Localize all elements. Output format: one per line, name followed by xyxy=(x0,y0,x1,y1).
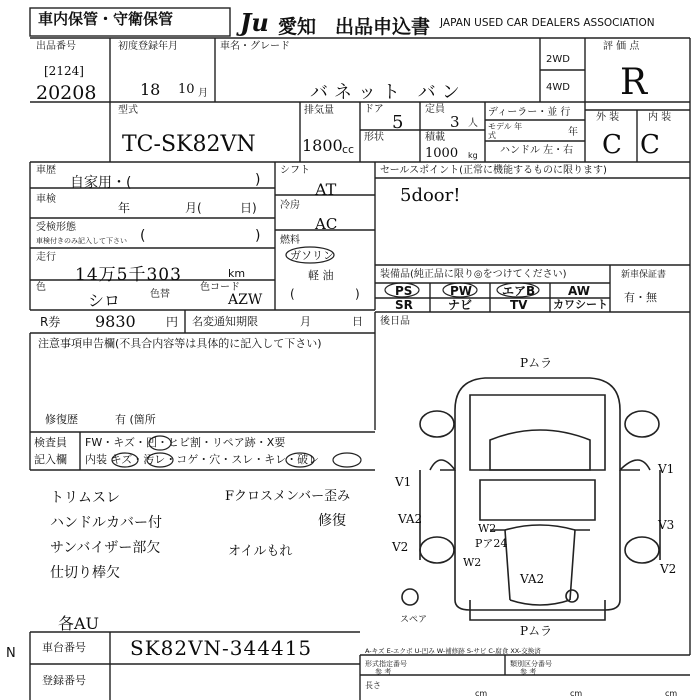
sales-label: セールスポイント(正常に機能するものに限ります) xyxy=(380,165,607,176)
mark-w2-a: W2 xyxy=(478,522,497,535)
cm-2: cm xyxy=(570,689,583,698)
odo-value: 14万5千303 xyxy=(75,265,182,285)
equip-leather: カワシート xyxy=(553,298,608,311)
year-unit: 年 xyxy=(568,127,578,138)
repair-label: 修復歴 xyxy=(45,413,78,426)
shaken-month: 月( xyxy=(185,201,202,215)
recycle-unit: 円 xyxy=(166,315,179,329)
cap-unit: 人 xyxy=(468,118,478,129)
color-label: 色 xyxy=(36,282,46,293)
spec-label: 形式指定番号 xyxy=(365,660,407,668)
chassis-label: 車台番号 xyxy=(42,641,86,654)
sales-value: 5door! xyxy=(400,185,461,206)
mark-v2-right: V2 xyxy=(660,562,677,576)
reg-month-unit: 月 xyxy=(198,88,208,99)
inspector-label: 検査員 xyxy=(34,436,67,449)
mark-va2-left: VA2 xyxy=(398,512,423,526)
class-label: 類別区分番号 xyxy=(510,660,552,668)
equip-navi: ナビ xyxy=(448,298,473,312)
model-value: TC-SK82VN xyxy=(122,132,256,157)
cap-value: 3 xyxy=(450,113,460,131)
note-1: トリムスレ xyxy=(50,490,120,506)
warranty-label: 新車保証書 xyxy=(621,270,667,280)
score-label: 評 価 点 xyxy=(603,41,640,52)
drive-2wd: 2WD xyxy=(546,54,570,65)
mark-pa24: Pア24 xyxy=(475,537,508,550)
ac-label: 冷房 xyxy=(280,200,300,211)
rear-label: 後日品 xyxy=(380,316,410,327)
cm-1: cm xyxy=(475,689,488,698)
note-6: Fクロスメンバー歪み xyxy=(225,489,351,504)
color-change-label: 色替 xyxy=(150,289,170,300)
inspect-close: ) xyxy=(255,228,261,244)
shaken-label: 車検 xyxy=(36,194,56,205)
lot-label: 出品番号 xyxy=(36,41,76,52)
ext-value: C xyxy=(602,130,622,160)
model-year-label: モデル 年式 xyxy=(488,122,523,140)
spec-ref: 参 考 xyxy=(375,668,392,676)
note-3: サンバイザー部欠 xyxy=(50,540,161,556)
note-7: 修復 xyxy=(318,513,346,529)
score-value: R xyxy=(620,62,648,103)
repair-value: 有 (箇所 xyxy=(115,413,156,426)
history-label: 車歴 xyxy=(36,165,56,176)
dealer-label: ディーラー・並 行 xyxy=(488,107,571,118)
reg-num-label: 登録番号 xyxy=(42,674,86,687)
shaken-year: 年 xyxy=(118,201,131,215)
load-value: 1000 xyxy=(425,146,459,161)
reg-month: 10 xyxy=(178,82,195,97)
odo-label: 走行 xyxy=(36,252,56,263)
fuel-diesel: 軽 油 xyxy=(308,269,334,282)
equip-label: 装備品(純正品に限り◎をつけてください) xyxy=(380,269,567,280)
note-4: 仕切り棒欠 xyxy=(50,565,120,581)
size-label: 長さ xyxy=(365,681,381,690)
left-mark: N xyxy=(6,646,16,661)
equip-tv: TV xyxy=(510,298,528,312)
mark-bottom: Pムラ xyxy=(520,624,553,638)
odo-unit: km xyxy=(228,267,246,280)
equip-aw: AW xyxy=(568,284,590,298)
drive-4wd: 4WD xyxy=(546,82,570,93)
reg-label: 初度登録年月 xyxy=(118,41,178,52)
load-unit: kg xyxy=(468,151,478,160)
lot-number: 20208 xyxy=(36,82,97,104)
shape-label: 形状 xyxy=(364,132,384,143)
shift-label: シフト xyxy=(280,165,310,176)
recycle-value: 9830 xyxy=(95,312,136,331)
int-row: 内装 キズ・汚レ・コゲ・穴・スレ・キレ・破レ xyxy=(85,453,320,466)
mark-w2-b: W2 xyxy=(463,556,482,569)
door-value: 5 xyxy=(392,112,404,133)
shift-value: AT xyxy=(315,180,337,199)
int-label: 内 装 xyxy=(648,112,672,123)
color-code: AZW xyxy=(228,292,263,308)
mark-top: Pムラ xyxy=(520,356,553,370)
reg-year: 18 xyxy=(140,80,161,99)
chassis-value: SK82VN-344415 xyxy=(130,636,313,660)
mark-va2-center: VA2 xyxy=(520,572,545,586)
fw-row: FW・キズ・凹・ヒビ割・リペア跡・X要 xyxy=(85,436,286,449)
color-code-label: 色コード xyxy=(200,282,240,293)
disp-unit: cc xyxy=(342,143,355,156)
inspect-open: ( xyxy=(140,228,146,244)
mark-v3: V3 xyxy=(658,518,675,532)
equip-ps: PS xyxy=(395,284,413,298)
legend: A-キズ E-エクボ U-凹み W-補修跡 S-サビ C-腐食 XX-交換済 xyxy=(365,647,541,655)
equip-sr: SR xyxy=(395,298,413,312)
inspect-label: 受検形態 xyxy=(36,222,76,233)
class-ref: 参 考 xyxy=(520,668,537,676)
mark-v1-left: V1 xyxy=(395,475,412,489)
load-label: 積載 xyxy=(425,132,445,143)
equip-airbag: エアB xyxy=(502,284,536,298)
car-name: バネット バン xyxy=(310,82,466,103)
entry-label: 記入欄 xyxy=(34,453,67,466)
fuel-close: ) xyxy=(355,287,360,301)
handle-label: ハンドル 左・右 xyxy=(500,145,574,156)
nc-day: 日 xyxy=(352,315,363,328)
ext-label: 外 装 xyxy=(596,112,620,123)
fuel-label: 燃料 xyxy=(280,235,300,246)
ac-value: AC xyxy=(315,215,338,233)
org-name: 愛知 xyxy=(278,16,317,38)
note-8: オイルもれ xyxy=(228,544,293,559)
shaken-day: 日) xyxy=(240,201,257,215)
color-value: シロ xyxy=(88,291,121,310)
disp-value: 1800 xyxy=(302,136,343,155)
mark-v2-left: V2 xyxy=(392,540,409,554)
model-label: 型式 xyxy=(118,105,138,116)
nc-month: 月 xyxy=(300,315,311,328)
name-change-label: 名変通知期限 xyxy=(192,315,258,328)
name-label: 車名・グレード xyxy=(220,41,290,52)
form-title: 出品申込書 xyxy=(335,16,431,38)
mark-v1-right: V1 xyxy=(658,462,675,476)
history-value: 自家用・( xyxy=(70,175,132,191)
recycle-label: R券 xyxy=(40,315,61,329)
cap-label: 定員 xyxy=(425,104,445,115)
storage-tag: 車内保管・守衛保管 xyxy=(38,10,174,28)
ju-logo: Ju xyxy=(240,8,269,37)
inspect-sub: 車検付きのみ記入して下さい xyxy=(36,237,127,245)
door-label: ドア xyxy=(364,104,384,115)
note-2: ハンドルカバー付 xyxy=(50,515,162,531)
note-5: 各AU xyxy=(58,614,100,633)
english-title: JAPAN USED CAR DEALERS ASSOCIATION xyxy=(440,17,655,29)
lot-small: [2124] xyxy=(44,64,84,78)
fuel-other: ( xyxy=(290,287,295,301)
history-close: ) xyxy=(255,172,261,188)
equip-pw: PW xyxy=(450,284,473,298)
spare-label: スペア xyxy=(400,615,428,625)
notes-label: 注意事項申告欄(不具合内容等は具体的に記入して下さい) xyxy=(38,337,322,350)
warranty-value: 有・無 xyxy=(624,291,657,304)
disp-label: 排気量 xyxy=(304,105,334,116)
fuel-gas: ガソリン xyxy=(290,249,334,262)
cm-3: cm xyxy=(665,689,678,698)
int-value: C xyxy=(640,130,660,160)
